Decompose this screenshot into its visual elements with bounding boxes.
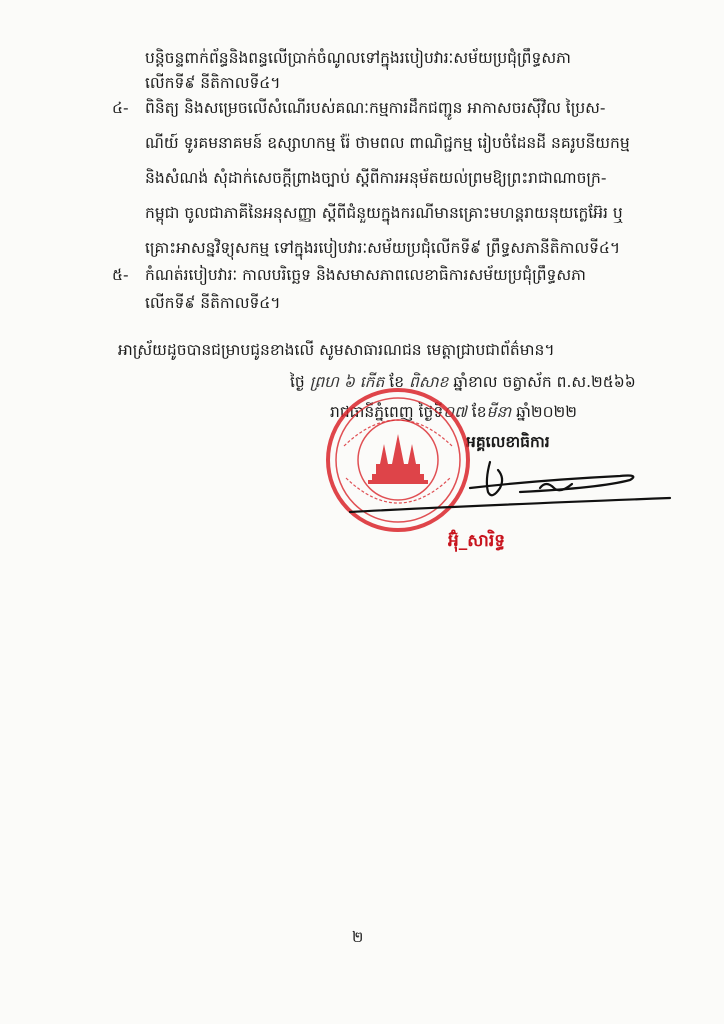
handwritten-month: មីនា: [486, 403, 512, 421]
handwritten-month: ពិសាខ: [408, 373, 449, 391]
date-month-label: ខែ: [466, 403, 487, 421]
signer-title: អគ្គលេខាធិការ: [466, 433, 550, 451]
date-month-label: ខែ: [389, 373, 405, 391]
date-prefix: រាជធានីភ្នំពេញ ថ្ងៃទី: [330, 403, 444, 421]
date-prefix: ថ្ងៃ: [290, 373, 305, 391]
item-4-line-2: ណីយ៍ ទូរគមនាគមន៍ ឧស្សាហកម្ម រ៉ែ ថាមពល ពាណិជ្ជកម្ម រៀបចំដែនដី នគរូបនីយកម្ម: [145, 134, 630, 152]
handwritten-day: ព្រហ ៦ កើត: [309, 373, 385, 391]
signer-name: អ៊ុំ_សារិទ្ធ: [448, 531, 506, 551]
handwritten-day: ០៧: [443, 403, 467, 421]
date-year: ឆ្នាំខាល ចត្វាស័ក ព.ស.២៥៦៦: [453, 373, 636, 391]
item-4-line-5: គ្រោះអាសន្នវិទ្យុសកម្ម ទៅក្នុងរបៀបវារៈសម័យប្រជុំលើកទី៩ ព្រឹទ្ធសភានីតិកាលទី៤។: [145, 239, 621, 257]
item-4-line-3: និងសំណង់ សុំដាក់សេចក្តីព្រាងច្បាប់ ស្តីពីការអនុម័តយល់ព្រមឱ្យព្រះរាជាណាចក្រ-: [145, 169, 607, 187]
page-number: ២: [352, 928, 364, 946]
signature: [340, 440, 680, 530]
item-number: ៤-: [112, 99, 129, 117]
item-4-line-1: ពិនិត្យ និងសម្រេចលើសំណើរបស់គណៈកម្មការដឹកជញ្ជូន អាកាសចរស៊ីវិល ប្រៃស-: [145, 99, 606, 117]
date-year: ឆ្នាំ២០២២: [511, 403, 578, 421]
item-5-line-1: កំណត់របៀបវារៈ កាលបរិច្ឆេទ និងសមាសភាពលេខាធិការសម័យប្រជុំព្រឹទ្ធសភា: [145, 266, 586, 284]
intro-line-1: បន្តិចន្ទពាក់ព័ន្ធនិងពន្ធលើប្រាក់ចំណូលទៅក្នុងរបៀបវារៈសម័យប្រជុំព្រឹទ្ធសភា: [145, 49, 571, 67]
item-number: ៥-: [112, 266, 129, 284]
item-5-line-2: លើកទី៩ នីតិកាលទី៤។: [145, 294, 281, 312]
closing-statement: អាស្រ័យដូចបានជម្រាបជូនខាងលើ សូមសាធារណជន មេត្តាជ្រាបជាព័ត៌មាន។: [118, 341, 555, 359]
item-4-line-4: កម្ពុជា ចូលជាភាគីនៃអនុសញ្ញា ស្តីពីជំនួយក្នុងករណីមានគ្រោះមហន្តរាយនុយក្លេអ៊ែរ ឬ: [145, 204, 623, 222]
intro-line-2: លើកទី៩ នីតិកាលទី៤។: [145, 74, 281, 92]
